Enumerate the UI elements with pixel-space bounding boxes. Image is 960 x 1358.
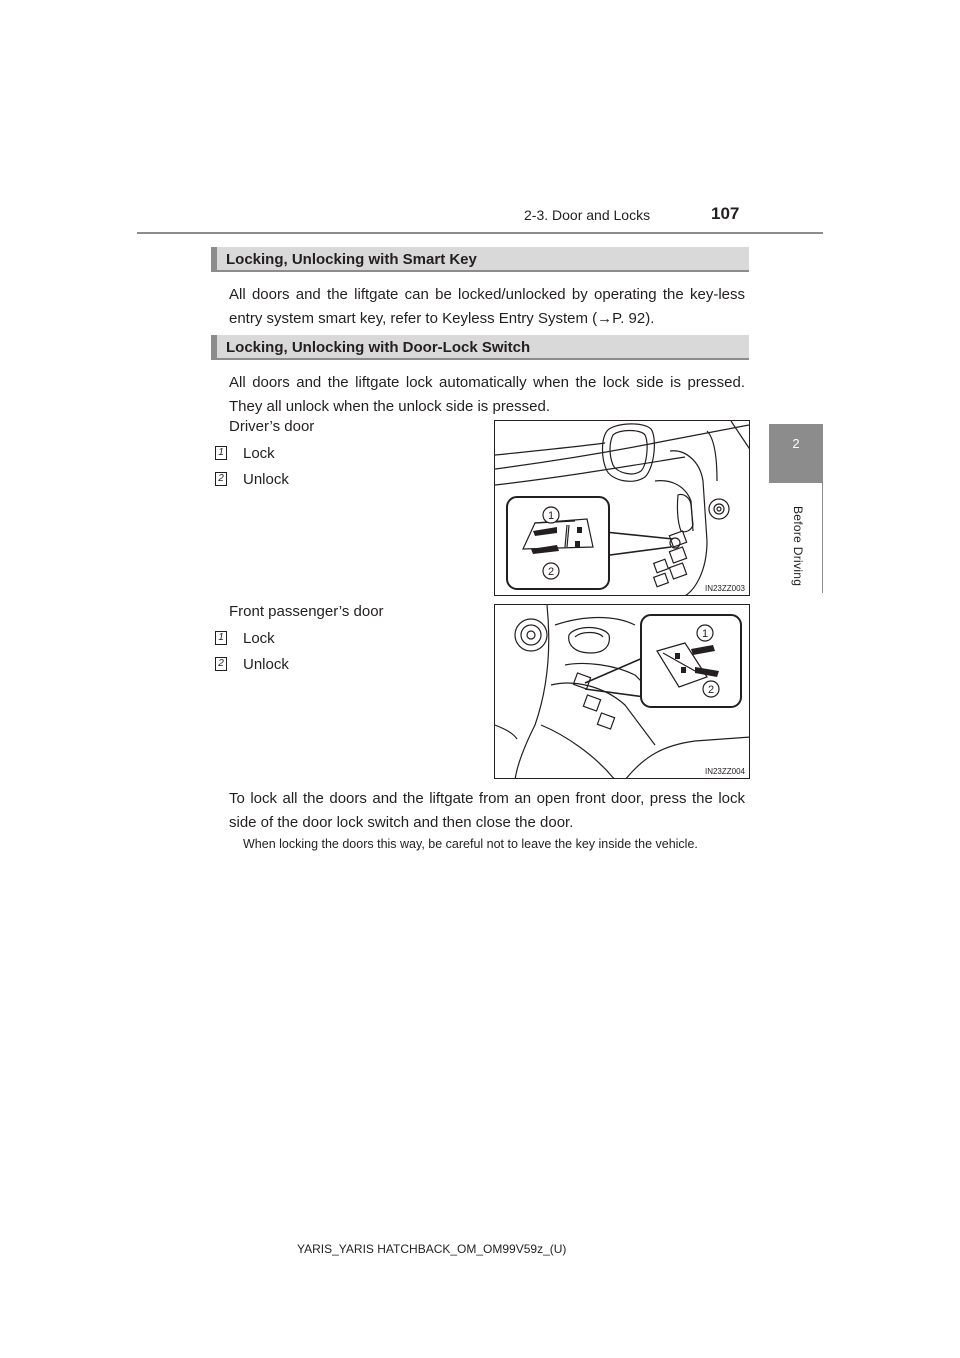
header-divider: [137, 232, 823, 234]
drivers-door-switch-illustration: [494, 420, 750, 596]
callout-1: 1: [547, 510, 555, 522]
callout-2: 2: [547, 566, 555, 578]
callout-2: 2: [707, 684, 715, 696]
smart-key-paragraph: All doors and the liftgate can be locked/unlocked by operating the key-less entry system smart key, refer to Keyless Entry System (→P. 92).: [229, 286, 745, 327]
door-lock-switch-paragraph: All doors and the liftgate lock automatically when the lock side is pressed. They all unlock when the unlock side is pressed.: [229, 374, 745, 415]
chapter-tab-number: 2: [792, 436, 800, 451]
section-heading-running: 2-3. Door and Locks: [524, 207, 651, 223]
heading-bar: [211, 247, 217, 270]
drivers-unlock-label: Unlock: [243, 471, 289, 488]
page-number: 107: [711, 204, 740, 223]
figure-code: IN23ZZ003: [704, 584, 745, 593]
callout-1: 1: [701, 628, 709, 640]
chapter-tab-rule: [822, 483, 823, 593]
manual-footer: YARIS_YARIS HATCHBACK_OM_OM99V59z_(U): [297, 1242, 567, 1256]
item-number-box: 1: [215, 631, 227, 645]
open-door-lock-paragraph: To lock all the doors and the liftgate from an open front door, press the lock side of the door lock switch and then close the door.: [229, 790, 745, 831]
caution-note: When locking the doors this way, be careful not to leave the key inside the vehicle.: [243, 837, 698, 851]
passengers-unlock-label: Unlock: [243, 656, 289, 673]
item-number-box: 2: [215, 657, 227, 671]
passengers-door-switch-illustration: [494, 604, 750, 779]
section-title: Locking, Unlocking with Door-Lock Switch: [226, 339, 531, 356]
chapter-tab: [769, 424, 823, 483]
passengers-door-label: Front passenger’s door: [229, 603, 384, 620]
drivers-door-drawing: [495, 421, 750, 596]
item-number-box: 2: [215, 472, 227, 486]
heading-bar: [211, 335, 217, 358]
section-heading-smart-key: [211, 247, 749, 272]
figure-code: IN23ZZ004: [704, 767, 745, 776]
drivers-door-label: Driver’s door: [229, 418, 315, 435]
section-title: Locking, Unlocking with Smart Key: [226, 251, 477, 268]
drivers-lock-label: Lock: [243, 445, 275, 462]
passengers-door-drawing: [495, 605, 750, 779]
passengers-lock-label: Lock: [243, 630, 275, 647]
chapter-tab-label: Before Driving: [791, 506, 805, 587]
section-heading-door-lock-switch: [211, 335, 749, 360]
item-number-box: 1: [215, 446, 227, 460]
